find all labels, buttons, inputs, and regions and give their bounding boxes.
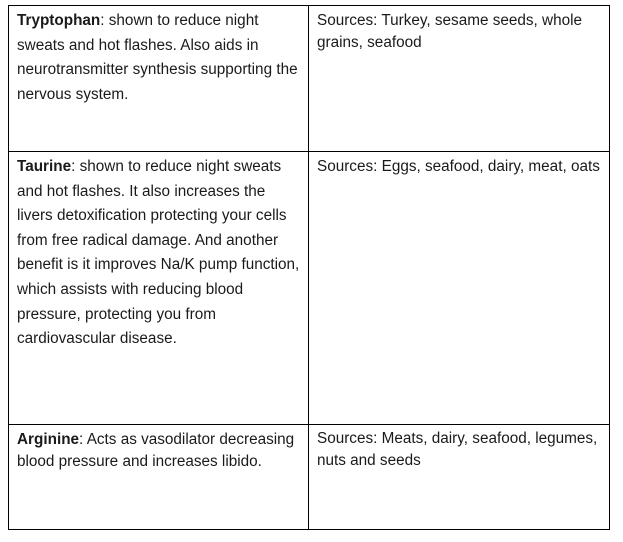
nutrient-sources: Sources: Meats, dairy, seafood, legumes, nuts and seeds xyxy=(317,430,598,469)
nutrient-name: Taurine xyxy=(17,158,72,175)
table-row xyxy=(9,152,610,425)
nutrient-description: : Acts as vasodilator decreasing blood pressure and increases libido. xyxy=(17,431,295,471)
nutrient-name: Tryptophan xyxy=(17,12,101,29)
table-row xyxy=(9,6,610,152)
nutrient-description: : shown to reduce night sweats and hot flashes. It also increases the livers detoxification protecting your cells from free radical damage. And another benefit is it improves Na/K pump function, which assists with reducing blood pressure, protecting you from cardiovascular disease. xyxy=(17,158,300,348)
nutrient-sources: Sources: Turkey, sesame seeds, whole grains, seafood xyxy=(317,12,582,51)
nutrient-name: Arginine xyxy=(17,431,80,448)
nutrient-sources-cell xyxy=(309,152,610,425)
nutrient-description-cell xyxy=(9,425,309,530)
nutrient-sources-cell xyxy=(309,6,610,152)
table-row xyxy=(9,425,610,530)
nutrient-description: : shown to reduce night sweats and hot flashes. Also aids in neurotransmitter synthesis supporting the nervous system. xyxy=(17,12,298,103)
nutrients-table xyxy=(8,5,610,530)
nutrient-description-cell xyxy=(9,152,309,425)
nutrient-sources: Sources: Eggs, seafood, dairy, meat, oats xyxy=(317,158,600,175)
nutrient-description-cell xyxy=(9,6,309,152)
nutrient-sources-cell xyxy=(309,425,610,530)
